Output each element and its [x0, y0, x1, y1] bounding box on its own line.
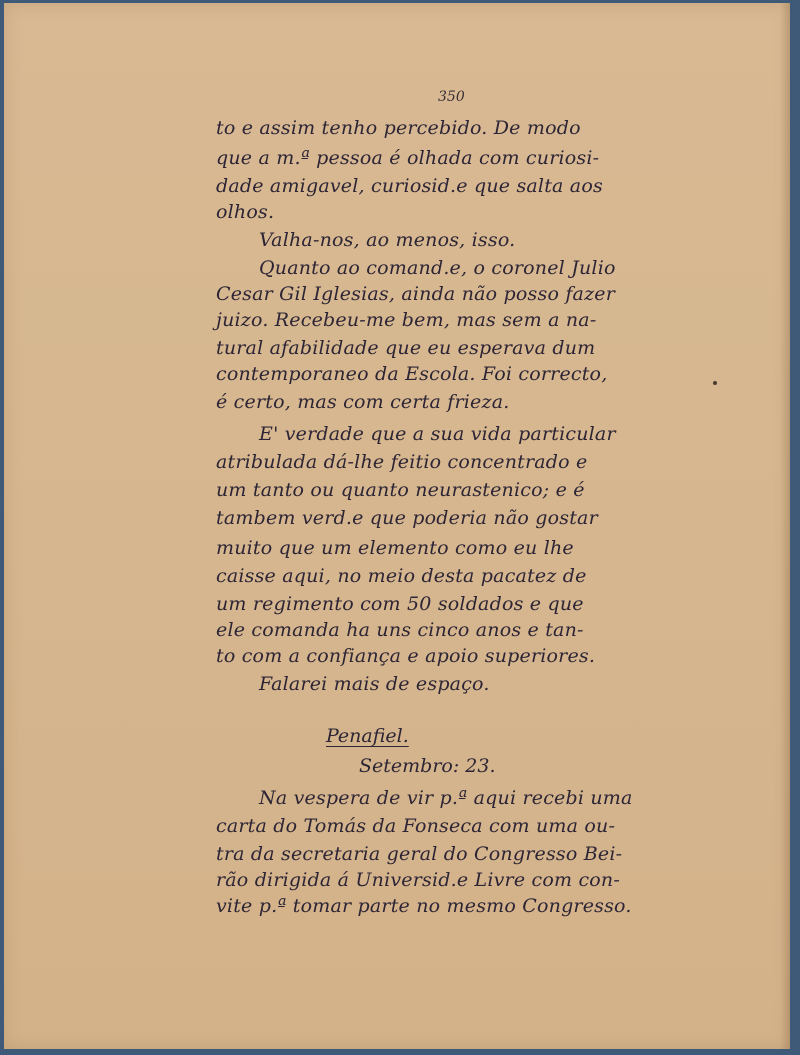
page-edge-shadow [780, 3, 790, 1049]
text-line: tural afabilidade que eu esperava dum [216, 337, 596, 359]
text-line: vite p.ª tomar parte no mesmo Congresso. [216, 895, 632, 917]
text-line: tambem verd.e que poderia não gostar [216, 507, 598, 529]
text-line: um regimento com 50 soldados e que [216, 593, 584, 615]
text-line: juizo. Recebeu-me bem, mas sem a na- [216, 309, 597, 331]
text-line: Falarei mais de espaço. [259, 673, 490, 695]
text-line: um tanto ou quanto neurastenico; e é [216, 479, 585, 501]
text-line: to e assim tenho percebido. De modo [216, 117, 581, 139]
text-line: olhos. [216, 201, 275, 223]
text-line: E' verdade que a sua vida particular [259, 423, 616, 445]
place-heading: Penafiel. [326, 725, 409, 747]
text-line: to com a confiança e apoio superiores. [216, 645, 596, 667]
text-line: caisse aqui, no meio desta pacatez de [216, 565, 587, 587]
text-line: contemporaneo da Escola. Foi correcto, [216, 363, 608, 385]
manuscript-page [4, 3, 790, 1049]
text-line: carta do Tomás da Fonseca com uma ou- [216, 815, 616, 837]
text-line: rão dirigida á Universid.e Livre com con- [216, 869, 620, 891]
text-line: que a m.ª pessoa é olhada com curiosi- [216, 147, 600, 169]
text-line: dade amigavel, curiosid.e que salta aos [216, 175, 603, 197]
page-number: 350 [438, 89, 465, 105]
text-line: Quanto ao comand.e, o coronel Julio [259, 257, 616, 279]
text-line: tra da secretaria geral do Congresso Bei- [216, 843, 623, 865]
date-heading: Setembro: 23. [359, 755, 496, 777]
text-line: Valha-nos, ao menos, isso. [259, 229, 516, 251]
ink-speck [713, 381, 717, 385]
text-line: muito que um elemento como eu lhe [216, 537, 574, 559]
text-line: Na vespera de vir p.ª aqui recebi uma [259, 787, 633, 809]
text-line: é certo, mas com certa frieza. [216, 391, 510, 413]
text-line: ele comanda ha uns cinco anos e tan- [216, 619, 584, 641]
text-line: Cesar Gil Iglesias, ainda não posso fazer [216, 283, 616, 305]
text-line: atribulada dá-lhe feitio concentrado e [216, 451, 588, 473]
